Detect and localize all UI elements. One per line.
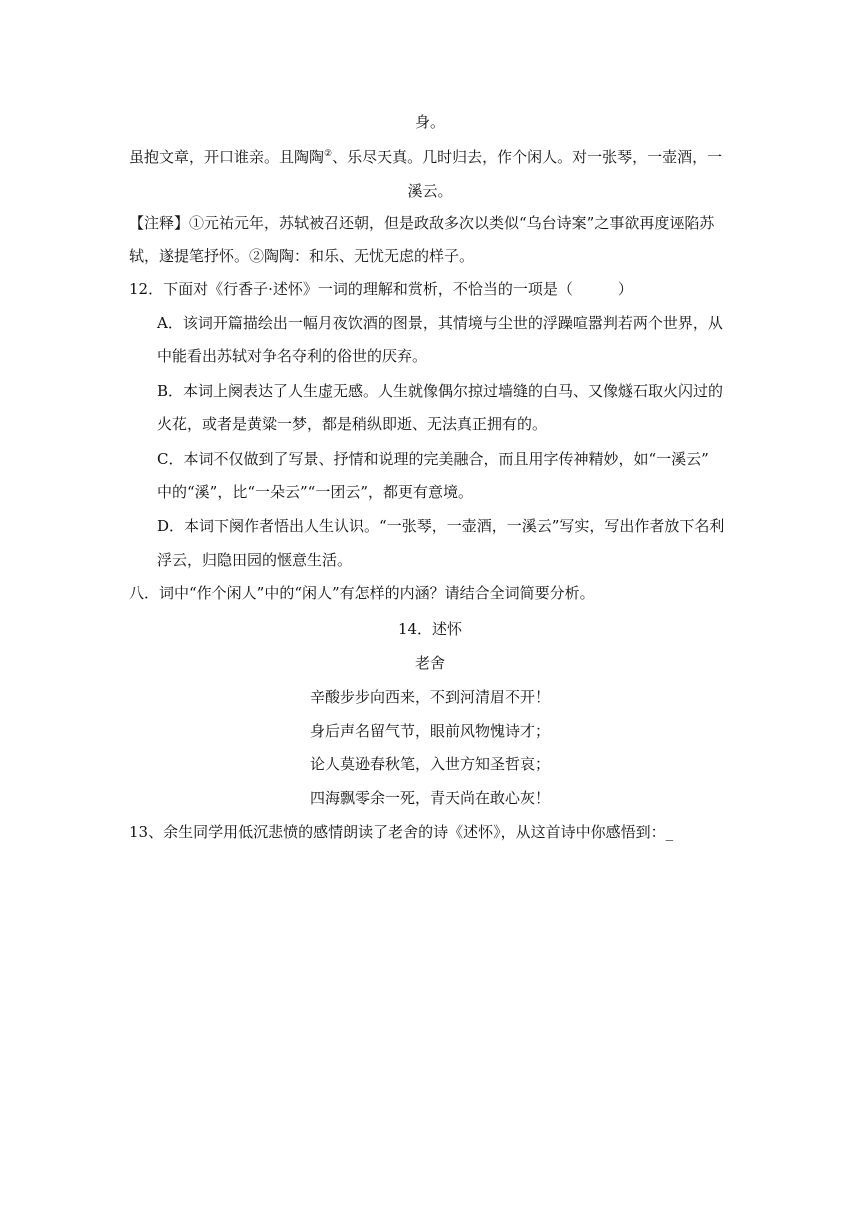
q12-option-c-line-2: 中的“溪”，比“一朵云”“一团云”，都更有意境。 (157, 483, 474, 501)
q12-option-d-line-1: D．本词下阕作者悟出人生认识。“一张琴，一壶酒，一溪云”写实，写出作者放下名利 (157, 517, 725, 535)
q13-text: 13、余生同学用低沉悲愤的感情朗读了老舍的诗《述怀》，从这首诗中你感悟到：_ (129, 823, 674, 841)
poem2-line-2: 身后声名留气节，眼前风物愧诗才； (309, 722, 550, 740)
notes-line-2: 轼，遂提笔抒怀。②陶陶：和乐、无忧无虑的样子。 (129, 247, 475, 265)
poem2-line-4: 四海飘零余一死，青天尚在敢心灰！ (309, 789, 550, 807)
q12-option-d-line-2: 浮云，归隐田园的惬意生活。 (157, 551, 353, 569)
poem2-title: 14．述怀 (397, 620, 463, 638)
question-ba: 八．词中“作个闲人”中的“闲人”有怎样的内涵？请结合全词简要分析。 (129, 584, 595, 602)
notes-line-1: 【注释】①元祐元年，苏轼被召还朝，但是政敌多次以类似“乌台诗案”之事欲再度诬陷苏 (129, 214, 715, 232)
poem-line-end: 溪云。 (407, 182, 453, 200)
poem2-line-1: 辛酸步步向西来，不到河清眉不开！ (309, 688, 550, 706)
poem-line-main-b: 、乐尽天真。几时归去，作个闲人。对一张琴，一壶酒，一 (332, 148, 723, 166)
q12-option-a-line-2: 中能看出苏轼对争名夺利的俗世的厌弃。 (157, 347, 428, 365)
poem2-line-3: 论人莫逊春秋笔，入世方知圣哲哀； (309, 755, 550, 773)
q12-option-a-line-1: A．该词开篇描绘出一幅月夜饮酒的图景，其情境与尘世的浮躁喧嚣判若两个世界，从 (157, 314, 723, 332)
note-ref-2: ② (324, 149, 333, 159)
q12-stem: 12．下面对《行香子·述怀》一词的理解和赏析，不恰当的一项是（ ） (129, 280, 633, 298)
poem-line-main (129, 147, 722, 167)
q12-option-b-line-2: 火花，或者是黄粱一梦，都是稍纵即逝、无法真正拥有的。 (157, 415, 548, 433)
q12-option-c-line-1: C．本词不仅做到了写景、抒情和说理的完美融合，而且用字传神精妙，如“一溪云” (157, 450, 709, 468)
poem-line-main-a: 虽抱文章，开口谁亲。且陶陶 (129, 148, 325, 166)
q12-option-b-line-1: B．本词上阕表达了人生虚无感。人生就像偶尔掠过墙缝的白马、又像燧石取火闪过的 (157, 382, 724, 400)
poem-line-top: 身。 (414, 113, 445, 131)
poem2-author: 老舍 (414, 654, 445, 672)
